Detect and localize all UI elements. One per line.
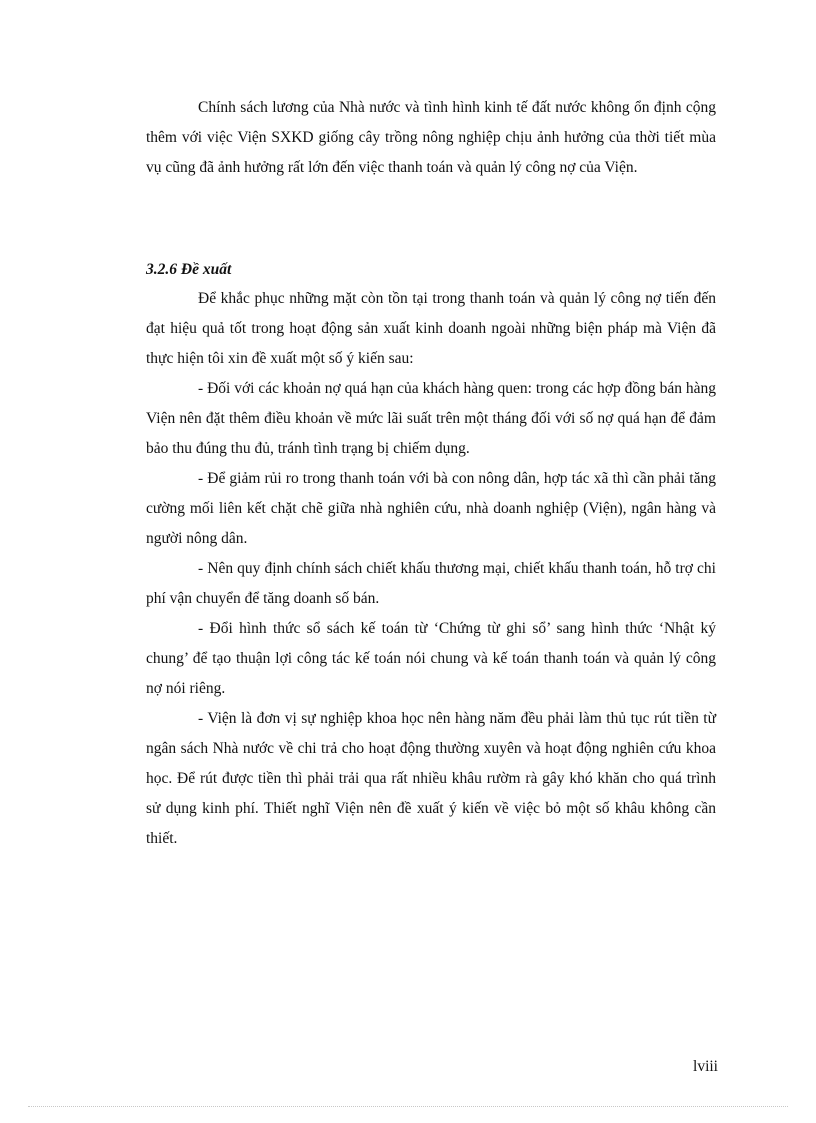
intro-paragraph: Chính sách lương của Nhà nước và tình hình kinh tế đất nước không ổn định cộng thêm với việc Viện SXKD giống cây trồng nông nghiệp chịu ảnh hưởng của thời tiết mùa vụ cũng đã ảnh hưởng rất lớn đến việc thanh toán và quản lý công nợ của Viện. — [146, 99, 716, 176]
proposal-item-accounting-form: - Đổi hình thức sổ sách kế toán từ ‘Chứng từ ghi sổ’ sang hình thức ‘Nhật ký chung’ để tạo thuận lợi công tác kế toán nói chung và kế toán thanh toán và quản lý công nợ nói riêng. — [146, 620, 716, 697]
proposal-item-budget-procedure: - Viện là đơn vị sự nghiệp khoa học nên hàng năm đều phải làm thủ tục rút tiền từ ngân sách Nhà nước về chi trả cho hoạt động thường xuyên và hoạt động nghiên cứu khoa học. Để rút được tiền thì phải trải qua rất nhiều khâu rườm rà gây khó khăn cho quá trình sử dụng kinh phí. Thiết nghĩ Viện nên đề xuất ý kiến về việc bỏ một số khâu không cần thiết. — [146, 710, 716, 847]
proposal-paragraph: Để khắc phục những mặt còn tồn tại trong thanh toán và quản lý công nợ tiến đến đạt hiệu quả tốt trong hoạt động sản xuất kinh doanh ngoài những biện pháp mà Viện đã thực hiện tôi xin đề xuất một số ý kiến sau: — [146, 290, 716, 367]
proposal-item-farmer-risk: - Để giảm rủi ro trong thanh toán với bà con nông dân, hợp tác xã thì cần phải tăng cường mối liên kết chặt chẽ giữa nhà nghiên cứu, nhà doanh nghiệp (Viện), ngân hàng và người nông dân. — [146, 470, 716, 547]
proposal-item-discount-policy: - Nên quy định chính sách chiết khấu thương mại, chiết khấu thanh toán, hỗ trợ chi phí vận chuyển để tăng doanh số bán. — [146, 560, 716, 607]
section-heading: 3.2.6 Đề xuất — [146, 261, 232, 278]
page-number: lviii — [693, 1058, 718, 1075]
proposal-section — [146, 284, 716, 854]
intro-section — [146, 93, 716, 183]
proposal-item-overdue-debt: - Đối với các khoản nợ quá hạn của khách hàng quen: trong các hợp đồng bán hàng Viện nên đặt thêm điều khoản về mức lãi suất trên một tháng đối với số nợ quá hạn để đảm bảo thu đúng thu đủ, tránh tình trạng bị chiếm dụng. — [146, 380, 716, 457]
footer-divider — [28, 1106, 788, 1107]
